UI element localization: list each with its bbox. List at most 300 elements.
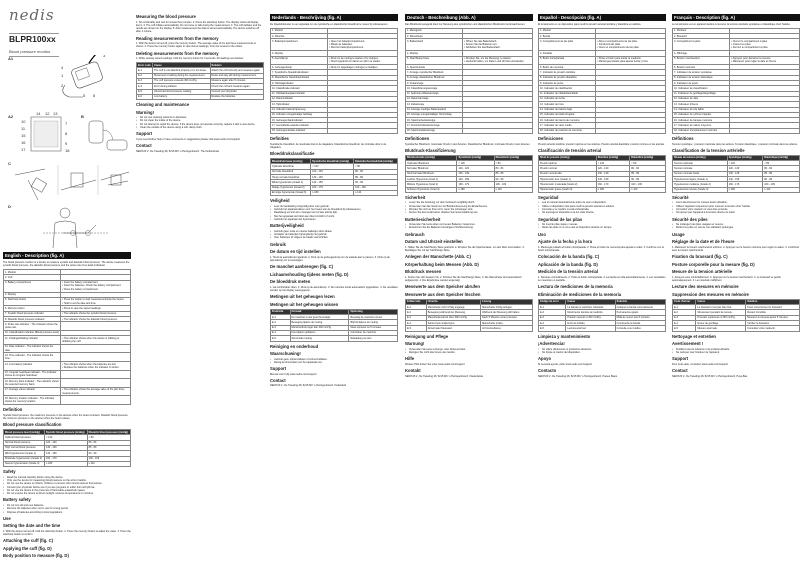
callout-number: 18 (65, 148, 70, 153)
table-row (539, 187, 666, 192)
list-item: • Lisez attentivement le manuel avant utilisation. (672, 201, 800, 204)
paragraph: 1. Mantenga pulsado el botón inicio/parada. 2. Pulse el botón de memoria para ajustar el valor. 3. Confirme con el botón inicio/parada. (538, 245, 664, 252)
table-row (4, 344, 131, 353)
paragraph: NEDIS B.V., De Tweeling 28, 5215 MC 's-Hertogenbosch, The Netherlands (136, 149, 219, 153)
paragraph: NEDIS B.V., De Tweeling 28, 5215 MC 's-Hertogenbosch, Países Bajos (538, 374, 618, 378)
paragraph: El tensiómetro es un dispositivo para medir la presión arterial sistólica y diastólica en adultos. (538, 23, 642, 26)
table-cell: Mittlere Hypertonie (Grad 2) (406, 182, 457, 187)
table-cell: E-1 (406, 305, 427, 310)
table-cell: Moderate hypertension (Grade 2) (4, 456, 45, 461)
table-cell: E-4 (406, 321, 427, 326)
table-row (4, 379, 131, 388)
table-cell: 17. Average value indicator (4, 387, 61, 396)
section-heading: Lectura de mediciones de la memoria (538, 284, 613, 290)
list-item: • Lees de handleiding zorgvuldig door voor gebruik. (270, 205, 398, 208)
section-heading: Bloeddrukclassificatie (270, 151, 315, 157)
table-row (4, 387, 131, 396)
table-cell: Beweging tijdens de meting. (290, 320, 349, 325)
table-row (137, 94, 264, 99)
table-cell: 14. Indicateur de pile faible (673, 107, 730, 112)
table-cell: 11. Indicador de inflado/desinflado (539, 91, 596, 96)
table-cell: 16. Memory bank indicator - The indicator shows the selected memory bank. (5, 379, 59, 387)
bullet-list (405, 223, 533, 230)
table-cell: Hipertensión grave (Grado 3) (539, 187, 597, 192)
table-row (539, 128, 666, 133)
section-heading: Contact (270, 377, 286, 383)
list-item: • Dispose of batteries according to local regulations. (3, 511, 131, 514)
table-cell: 14. Anzeige niedriger Batteriestand (406, 107, 463, 112)
section-heading: Aplicación de la banda (fig. D) (538, 261, 598, 267)
list-item: • Clean the outside of the device using a soft, damp cloth. (136, 126, 264, 129)
table-cell: 5. Bouton marche/arrêt (673, 56, 730, 65)
table-cell: Abnormal blood pressure reading. (153, 89, 210, 94)
table-cell: Presión normal alta (539, 171, 597, 176)
table-cell: 15. Anzeige unregelmäßiger Herzschlag (406, 112, 463, 117)
section-heading: Körperhaltung beim Messen (Abb. D) (405, 261, 479, 267)
table-cell: Fixez correctement le brassard. (746, 305, 800, 310)
table-cell: E-4 (271, 330, 291, 335)
table-cell: 2. Cuff (4, 275, 61, 280)
table-cell: 16. Indicateur de banque mémoire (673, 118, 730, 123)
section-banner: English - Description (fig. A) (3, 252, 131, 259)
table-cell: Milde hypertensie (Graad 1) (271, 180, 311, 185)
list-item: • Retirez les piles en cas de non-utilisation prolongée. (672, 226, 800, 229)
table-cell: Pression supérieure à 300 mmHg. (696, 315, 746, 320)
table-cell: 80 - 84 (354, 169, 398, 174)
section-heading: Réglage de la date et de l'heure (672, 239, 735, 245)
table-cell: < 80 (87, 435, 130, 440)
callout-number: 14 (36, 111, 41, 116)
info-table (538, 299, 666, 332)
info-table (270, 309, 398, 342)
paragraph: De bloeddrukmeter is een apparaat om de systolische en diastolische bloeddruk te meten bij volwassenen. (270, 23, 389, 26)
section-heading: Warning! (136, 109, 154, 115)
table-cell: Cause (696, 299, 746, 304)
table-cell: Solución (615, 299, 665, 304)
table-cell: 18. Speicherplatzanzeige (406, 128, 463, 133)
table-cell: Mouvement pendant la mesure. (696, 310, 746, 315)
table-cell: 100 - 109 (763, 182, 800, 187)
table-cell: 13. Indicador de hora (539, 102, 596, 107)
table-cell: 14. Indicator batterij bijna leeg (271, 107, 328, 112)
section-heading: Waarschuwing! (270, 351, 301, 357)
table-cell: Movement or talking during the measurement. (153, 73, 210, 78)
table-cell: Während der Messung still halten. (481, 310, 533, 315)
table-cell: 85 - 89 (87, 445, 130, 450)
table-cell: Meet opnieuw na 5 minuten. (349, 325, 398, 330)
section-heading: Definities (270, 136, 289, 142)
paragraph: 1. Halten Sie die Start/Stopp-Taste gedrückt. 2. Drücken Sie die Speichertaste, um den Wert einzustellen. 3. Bestätigen Sie mit der Start/Stopp-Taste. (405, 245, 525, 252)
table-cell: 13. Time indicator - The indicator shows the time. (4, 353, 61, 362)
table-cell: E-5 (539, 326, 566, 331)
table-cell: Solution (210, 63, 264, 68)
table-cell: ≥ 180 (311, 190, 354, 195)
section-heading: Gebrauch (405, 231, 425, 237)
table-cell: Restez immobile. (746, 310, 800, 315)
table-cell: Hypertension modérée (Grade 2) (673, 182, 728, 187)
table-cell: Hypertension sévère (Grade 3) (673, 187, 728, 192)
table-cell: 80 - 84 (763, 166, 800, 171)
callout-number: 17 (21, 147, 26, 152)
table-row (4, 322, 131, 331)
table-cell: 90 - 99 (763, 177, 800, 182)
table-cell: ≥ 110 (763, 187, 800, 192)
table-cell: ≥ 180 (727, 187, 763, 192)
callout-number: 1 (61, 73, 64, 78)
section-heading: De manchet aanbrengen (fig. C) (270, 264, 334, 270)
table-cell: 100 - 109 (87, 456, 130, 461)
table-cell: 10. Indicador de clasificación (539, 86, 596, 91)
table-cell: Code d'erreur (673, 299, 696, 304)
section-heading: Body position to measure (fig. D) (3, 553, 69, 559)
section-heading: Suppression des mesures en mémoire (672, 291, 749, 297)
table-cell: 5. Start/stop button (4, 297, 61, 306)
table-cell: Diastolic blood pressure (mmHg) (87, 430, 130, 435)
table-row (4, 396, 131, 405)
table-cell: E-3 (539, 315, 566, 320)
table-cell: Systolische bloeddruk (mmHg) (311, 159, 354, 164)
table-cell: Normale bloeddruk (271, 169, 311, 174)
section-heading: Clasificación de tensión arterial (538, 147, 602, 153)
table-cell: Replace the batteries. (210, 94, 264, 99)
list-item: • Ne nettoyez pas l'intérieur de l'appareil. (672, 351, 800, 354)
info-table (405, 299, 533, 332)
list-item: • Gebruik het apparaat niet bij kinderen. (270, 218, 398, 221)
bullet-list (405, 201, 533, 214)
info-table (270, 158, 398, 196)
table-cell: E-1 (673, 305, 696, 310)
section-heading: Anlegen der Manschette (Abb. C) (405, 254, 471, 260)
table-cell: Optimaler Blutdruck (406, 161, 457, 166)
paragraph: 1. Ga comfortabel zitten. 2. Druk op de aan/uitknop. 3. De manchet wordt automatisch opgeblazen. 4. De resultaten worden op het display weergegeven. (270, 285, 398, 292)
table-cell: • Druk om opgeslagen metingen te bekijken. (328, 65, 398, 70)
table-cell: E-3 (406, 315, 427, 320)
table-cell (463, 128, 533, 133)
section-heading: Safety (3, 469, 16, 475)
table-cell: Systolisch (mmHg) (457, 155, 494, 160)
table-cell: Schwere Hypertonie (Grad 3) (406, 187, 457, 192)
table-cell: 5. Botón inicio/parada (539, 56, 596, 65)
section-banner: Nederlands - Beschrijving (fig. A) (270, 14, 398, 21)
paragraph: Tension systolique : pression maximale dans les artères. Tension diastolique : pression minimale dans les artères. (672, 142, 798, 146)
table-cell: Oorzaak (290, 309, 349, 314)
list-item: • Stel het apparaat niet bloot aan direct zonlicht of vocht. (270, 215, 398, 218)
paragraph: 1. Houd de aan/uitknop ingedrukt. 2. Druk op de geheugenknop om de waarde aan te passen. 3. Druk op de aan/uitknop om te bevestigen. (270, 255, 390, 262)
table-cell: 100 - 109 (630, 182, 666, 187)
table-cell: Severe hypertension (Grade 3) (4, 461, 45, 466)
list-item: • Do not expose the device to direct sunlight, extreme temperatures or moisture. (3, 492, 131, 495)
table-cell: Diastolische bloeddruk (mmHg) (354, 159, 398, 164)
table-cell: • The indicator shows the diastolic blood pressure. (61, 317, 131, 322)
table-cell: Ursache (426, 299, 480, 304)
paragraph: If you need further help or have comments or suggestions please visit www.nedis.com/support (136, 137, 241, 141)
table-cell: 2. Brassard (673, 34, 730, 39)
list-item: • Consulte a su médico si está embarazada. (538, 208, 666, 211)
table-cell: 4. Display (271, 51, 328, 56)
section-heading: Medición de la tensión arterial (538, 269, 599, 275)
table-cell: 160 - 179 (45, 456, 88, 461)
table-cell: 85 - 89 (763, 171, 800, 176)
callout-number: 7 (65, 121, 68, 126)
table-cell: 18. Memory location indicator - The indicator shows the memory location. (4, 396, 61, 405)
table-cell: Hoog normale bloeddruk (271, 175, 311, 180)
table-cell: 17. Indicador de valor medio (539, 123, 596, 128)
table-cell: E-4 (539, 321, 566, 326)
callout-number: 5 (83, 93, 86, 98)
table-cell: 5. Start/Stopp-Taste (406, 56, 463, 65)
table-cell: E-2 (673, 310, 696, 315)
table-cell: 12. Indicateur de date (673, 96, 730, 101)
table-cell: 140 - 159 (596, 177, 630, 182)
table-cell: 7. Anzeige systolischer Blutdruck (406, 70, 463, 75)
section-heading: Veiligheid (270, 198, 290, 204)
table-row (4, 336, 131, 345)
table-cell: 8. Diastolische bloeddrukindicator (271, 75, 328, 80)
table-cell: 12. Datumindicator (271, 96, 328, 101)
list-item: • Consultez votre médecin si vous êtes enceinte. (672, 208, 800, 211)
callout-number: 9 (65, 141, 68, 146)
table-cell: Tension normale (673, 166, 728, 171)
table-cell: 9. Indicateur de pouls (673, 81, 730, 86)
table-cell (61, 370, 131, 379)
table-cell: ≥ 180 (596, 187, 630, 192)
table-cell (61, 379, 131, 388)
table-cell: 1. Monitor (4, 270, 61, 275)
table-cell: Lectura anormal. (566, 326, 615, 331)
table-cell (61, 344, 131, 353)
table-cell: Normaler Blutdruck (406, 166, 457, 171)
table-cell: The cuff is not attached properly or is too loose. (153, 68, 210, 73)
table-cell: Abnormaler Messwert. (426, 326, 480, 331)
section-heading: Applying the cuff (fig. D) (3, 545, 52, 551)
list-item: • Reinigen Sie nicht das Innere des Geräts. (405, 351, 533, 354)
list-item: • Gebruik het apparaat alleen voor het meten van de bloeddruk bij volwassenen. (270, 208, 398, 211)
table-cell: E-2 (137, 73, 153, 78)
table-cell: • The indicator shows the systolic blood pressure. (61, 311, 131, 316)
bullet-list (136, 116, 264, 129)
table-cell: 10. Indicateur de classification (673, 86, 730, 91)
table-cell: Raadpleeg uw arts. (349, 336, 398, 341)
table-cell: 10. Classification indicator (Blood pressure level) (5, 331, 60, 335)
table-row (673, 326, 800, 331)
section-heading: Posture corporelle pour la mesure (fig. D) (672, 261, 755, 267)
table-cell: • Press to view the stored readings. (61, 306, 131, 311)
table-row (4, 280, 131, 292)
list-item: • Verwenden Sie keine alten und neuen Batterien zusammen. (405, 223, 533, 226)
table-row (271, 39, 398, 51)
section-heading: Definitionen (405, 136, 430, 142)
callout-number: 16 (21, 140, 26, 145)
table-cell (328, 128, 398, 133)
paragraph: Systolische bloeddruk: de maximale druk in de slagaders. Diastolische bloeddruk: de minimale druk in de slagaders. (270, 142, 387, 149)
table-cell: Abnormale meting. (290, 336, 349, 341)
bullet-list (270, 358, 398, 365)
figure-label: B (81, 114, 84, 119)
table-cell: 4. Display (4, 292, 61, 297)
table-cell: 140 - 159 (45, 451, 88, 456)
section-heading: Support (672, 356, 689, 362)
bullet-list (672, 223, 800, 230)
table-cell: • Pulse el botón para iniciar la medición. • Mantenga pulsado para ajustar fecha y hora. (596, 56, 666, 65)
table-row (673, 128, 800, 133)
info-table (3, 429, 131, 467)
list-item: • Raadpleeg uw arts als u zwanger bent of aan aritmie lijdt. (270, 211, 398, 214)
paragraph: 1. Setzen Sie sich bequem hin. 2. Drücken Sie die Start/Stopp-Taste. 3. Die Manschette wird automatisch aufgepumpt. 4. Die Ergebnisse werden angezeigt. (405, 275, 522, 283)
table-cell: Relax and stay still during measurement. (210, 73, 264, 78)
figure-a1 (8, 55, 106, 98)
list-item: • Do not use the device in the presence of flammable anaesthetic gases. (3, 489, 131, 492)
list-item: • Do not use the device on infants, children or persons who cannot express themselves. (3, 482, 131, 485)
section-heading: Avertissement ! (672, 341, 704, 347)
table-cell: Manschette prüfen. (481, 321, 533, 326)
table-cell: 160 - 179 (727, 182, 763, 187)
table-cell: The cuff pressure exceeds 300 mmHg. (153, 78, 210, 83)
callout-number: 11 (21, 126, 26, 131)
table-cell: Presión óptima (539, 161, 597, 166)
bullet-list (538, 348, 666, 355)
table-cell: Fout tijdens opblazen. (290, 330, 349, 335)
table-cell: 4. Affichage (673, 51, 730, 56)
section-heading: Warnung! (405, 341, 425, 347)
paragraph: The blood pressure monitor is a device to measure systolic and diastolic blood pressure. The device measures the systolic blood pressure, the diastolic blood pressure and the pulse rate of an adult individual. (3, 261, 130, 268)
list-item: • Utilisez l'appareil uniquement pour mesurer la tension chez l'adulte. (672, 205, 800, 208)
section-heading: Fixation du brassard (fig. C) (672, 254, 728, 260)
table-cell: 85 - 89 (630, 171, 666, 176)
section-heading: Sécurité des piles (672, 216, 708, 222)
callout-number: 8 (65, 131, 68, 136)
table-cell: Optimal blood pressure (4, 435, 45, 440)
section-heading: Ajuste de la fecha y la hora (538, 239, 592, 245)
table-cell: Tension optimale (673, 161, 728, 166)
table-cell: Diastolique (mmHg) (763, 155, 800, 160)
info-table (672, 28, 800, 134)
table-cell: Systolic blood pressure (mmHg) (45, 430, 88, 435)
table-cell: • Öffnen Sie das Batteriefach. • Setzen Sie die Batterien ein. • Schließen Sie das Batteriefach. (463, 39, 533, 51)
table-cell: Error during inflation. (153, 84, 210, 89)
paragraph: NEDIS B.V., De Tweeling 28, 5215 MC 's-Hertogenbosch, Nederland (270, 384, 347, 388)
table-cell: Check the cuff and measure again. (210, 84, 264, 89)
table-cell: 8. Anzeige diastolischer Blutdruck (406, 75, 463, 80)
table-cell: 3. Batteriefach (406, 39, 463, 51)
section-heading: Nettoyage et entretien (672, 333, 716, 339)
table-cell: E-3 (271, 325, 291, 330)
table-cell: 140 - 159 (457, 177, 494, 182)
table-cell: Mesure anormale. (696, 326, 746, 331)
table-cell: ≥ 110 (87, 461, 130, 466)
list-item: • Verwenden Sie keine Lösungs- oder Scheuermittel. (405, 348, 533, 351)
info-table (3, 269, 131, 405)
bullet-list (405, 348, 533, 355)
table-row (271, 56, 398, 65)
callout-number: 6 (93, 93, 96, 98)
table-cell: E-5 (673, 326, 696, 331)
list-item: • Setzen Sie das Gerät keiner direkten Sonneneinstrahlung aus. (405, 211, 533, 214)
section-heading: Attaching the cuff (fig. C) (3, 538, 54, 544)
callout-number: 13 (53, 111, 58, 116)
list-item: • Retire las pilas si no va a usar el dispositivo durante un tiempo. (538, 226, 666, 229)
table-cell: 3. Compartiment à piles (673, 39, 730, 51)
table-cell: ≥ 110 (354, 190, 398, 195)
section-heading: Définitions (672, 136, 694, 142)
table-cell: 3. Compartimento de las pilas (539, 39, 596, 51)
table-row (406, 187, 533, 192)
paragraph: Systolischer Blutdruck: maximaler Druck in den Arterien. Diastolischer Blutdruck: minimaler Druck in den Arterien. (405, 142, 531, 146)
table-cell: 14. Low battery indicator (4, 362, 61, 371)
table-cell: 140 - 159 (727, 177, 763, 182)
info-table (672, 155, 800, 193)
table-cell: E-5 (406, 326, 427, 331)
table-cell: Fehlercode (406, 299, 427, 304)
table-cell: Diastólica (mmHg) (630, 155, 666, 160)
table-cell: < 120 (596, 161, 630, 166)
figure-a2 (8, 111, 70, 153)
list-item: • Entnehmen Sie die Batterien bei längerer Nichtbenutzung. (405, 226, 533, 229)
section-heading: Messwerte aus dem Speicher löschen (405, 291, 481, 297)
table-row (406, 128, 533, 133)
table-cell: Manschette richtig anlegen. (481, 305, 533, 310)
table-row (271, 190, 398, 195)
info-table (136, 62, 264, 100)
table-cell: Measure again after 5 minutes. (210, 78, 264, 83)
table-cell: 90 - 99 (494, 177, 532, 182)
table-cell: 6. Geheugenknop (271, 65, 328, 70)
list-item: • Do not mix old and new batteries. (3, 504, 131, 507)
table-cell: 120 - 129 (311, 169, 354, 174)
list-item: • Consult your physician before use if you are pregnant or suffer from arrhythmia. (3, 486, 131, 489)
info-table (538, 28, 666, 134)
section-heading: Hilfe (405, 356, 415, 362)
table-cell: 8. Indicador de presión diastólica (539, 75, 596, 80)
section-heading: Messwerte aus dem Speicher abrufen (405, 284, 480, 290)
table-cell: E-1 (539, 305, 566, 310)
table-cell: Hipertensión leve (Grado 1) (539, 177, 597, 182)
list-item: • Lea el manual detenidamente antes de usar el dispositivo. (538, 201, 666, 204)
table-cell: Consultez votre médecin. (746, 326, 800, 331)
section-heading: Setting the date and the time (3, 523, 61, 529)
table-cell: 80 - 84 (87, 440, 130, 445)
table-cell: De manchet is niet goed bevestigd. (290, 315, 349, 320)
table-cell: Tension normale haute (673, 171, 728, 176)
table-cell: Blutdruckstufe (mmHg) (406, 155, 457, 160)
info-table (270, 28, 398, 134)
table-cell: E-2 (271, 320, 291, 325)
table-cell (61, 396, 131, 405)
table-cell: < 120 (311, 164, 354, 169)
nedis-logo: nedis (9, 6, 55, 24)
table-cell: Blijf stil tijdens de meting. (349, 320, 398, 325)
table-cell: 7. Systolic blood pressure indicator (4, 311, 61, 316)
paragraph: 1. While viewing stored readings, hold the memory button for 3 seconds. All readings are deleted. (136, 57, 244, 61)
figure-c (8, 161, 129, 200)
paragraph: 1. With the device turned off, press the memory button. The average value of the last three measurements is shown. 2. Press the memory button again to view stored readings, from the newest to the oldest. (136, 42, 256, 49)
paragraph: Pour toute aide, consultez www.nedis.com/support (672, 362, 729, 366)
table-cell (596, 128, 666, 133)
table-cell: Bloeddrukniveau (mmHg) (271, 159, 311, 164)
table-cell: 15. Indicador de latido irregular (539, 112, 596, 117)
section-banner: Español - Descripción (fig. A) (538, 14, 666, 21)
section-heading: Use (3, 515, 11, 521)
table-cell: 12. Indicador de fecha (539, 96, 596, 101)
table-cell: Consult your physician. (210, 89, 264, 94)
section-heading: Sicherheit (405, 194, 426, 200)
table-cell: 90 - 99 (630, 177, 666, 182)
table-cell: Diastolisch (mmHg) (494, 155, 532, 160)
paragraph: NEDIS B.V., De Tweeling 28, 5215 MC 's-Hertogenbosch, Pays-Bas (672, 374, 748, 378)
list-item: • Do not clean the inside of the device. (136, 119, 264, 122)
table-cell: 11. Opblaas/leeglaat-indicator (271, 91, 328, 96)
table-cell: Cause (153, 63, 210, 68)
table-cell: Movimiento durante la medición. (566, 310, 615, 315)
